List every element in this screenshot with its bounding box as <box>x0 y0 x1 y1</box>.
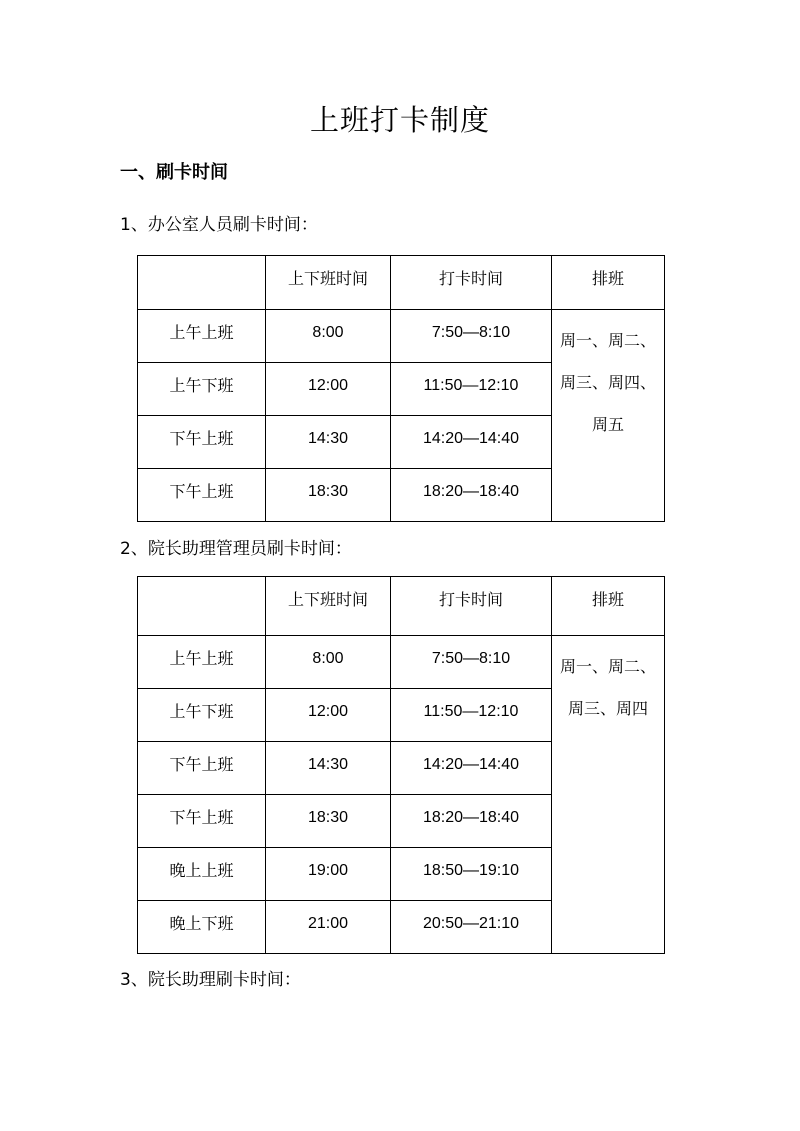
row-time: 8:00 <box>266 310 391 363</box>
table-header-cell-shift: 排班 <box>552 256 665 310</box>
row-label: 下午上班 <box>138 742 266 795</box>
row-time: 12:00 <box>266 363 391 416</box>
row-punch-window: 11:50—12:10 <box>391 363 552 416</box>
table-header-cell-empty <box>138 577 266 636</box>
table-header-row <box>138 577 665 636</box>
table-header-cell-shift: 排班 <box>552 577 665 636</box>
table-header-cell-punch-time: 打卡时间 <box>391 577 552 636</box>
row-punch-window: 18:20—18:40 <box>391 795 552 848</box>
row-punch-window: 7:50—8:10 <box>391 310 552 363</box>
row-label: 下午上班 <box>138 469 266 522</box>
row-punch-window: 11:50—12:10 <box>391 689 552 742</box>
row-punch-window: 18:20—18:40 <box>391 469 552 522</box>
document-title: 上班打卡制度 <box>309 103 490 137</box>
shift-days-line: 周三、周四、 <box>559 373 656 392</box>
table-row <box>138 636 665 689</box>
row-label: 上午上班 <box>138 310 266 363</box>
row-time: 21:00 <box>266 901 391 954</box>
table-header-cell-empty <box>138 256 266 310</box>
subsection-heading-office-staff: 1、办公室人员刷卡时间： <box>120 215 318 235</box>
row-punch-window: 20:50—21:10 <box>391 901 552 954</box>
shift-days-line: 周五 <box>591 415 624 434</box>
row-label: 晚上下班 <box>138 901 266 954</box>
row-punch-window: 7:50—8:10 <box>391 636 552 689</box>
section-heading-card-time: 一、刷卡时间 <box>120 162 228 183</box>
subsection-heading-assistant-admin: 2、院长助理管理员刷卡时间： <box>120 539 352 559</box>
table-row <box>138 310 665 363</box>
row-time: 14:30 <box>266 742 391 795</box>
row-label: 下午上班 <box>138 416 266 469</box>
row-label: 下午上班 <box>138 795 266 848</box>
row-label: 上午上班 <box>138 636 266 689</box>
office-staff-schedule-table <box>137 255 665 522</box>
table-header-cell-work-time: 上下班时间 <box>266 256 391 310</box>
assistant-admin-schedule-table <box>137 576 665 954</box>
table-header-cell-punch-time: 打卡时间 <box>391 256 552 310</box>
row-time: 18:30 <box>266 795 391 848</box>
row-label: 上午下班 <box>138 689 266 742</box>
row-time: 14:30 <box>266 416 391 469</box>
row-time: 19:00 <box>266 848 391 901</box>
shift-days-cell <box>552 310 665 522</box>
row-time: 12:00 <box>266 689 391 742</box>
row-time: 8:00 <box>266 636 391 689</box>
row-punch-window: 14:20—14:40 <box>391 742 552 795</box>
shift-days-line: 周一、周二、 <box>559 331 656 350</box>
table-header-cell-work-time: 上下班时间 <box>266 577 391 636</box>
shift-days-line: 周三、周四 <box>567 699 648 718</box>
subsection-heading-assistant: 3、院长助理刷卡时间： <box>120 970 301 990</box>
shift-days-line: 周一、周二、 <box>559 657 656 676</box>
row-time: 18:30 <box>266 469 391 522</box>
row-label: 上午下班 <box>138 363 266 416</box>
table-header-row <box>138 256 665 310</box>
row-punch-window: 18:50—19:10 <box>391 848 552 901</box>
shift-days-cell <box>552 636 665 954</box>
row-punch-window: 14:20—14:40 <box>391 416 552 469</box>
row-label: 晚上上班 <box>138 848 266 901</box>
